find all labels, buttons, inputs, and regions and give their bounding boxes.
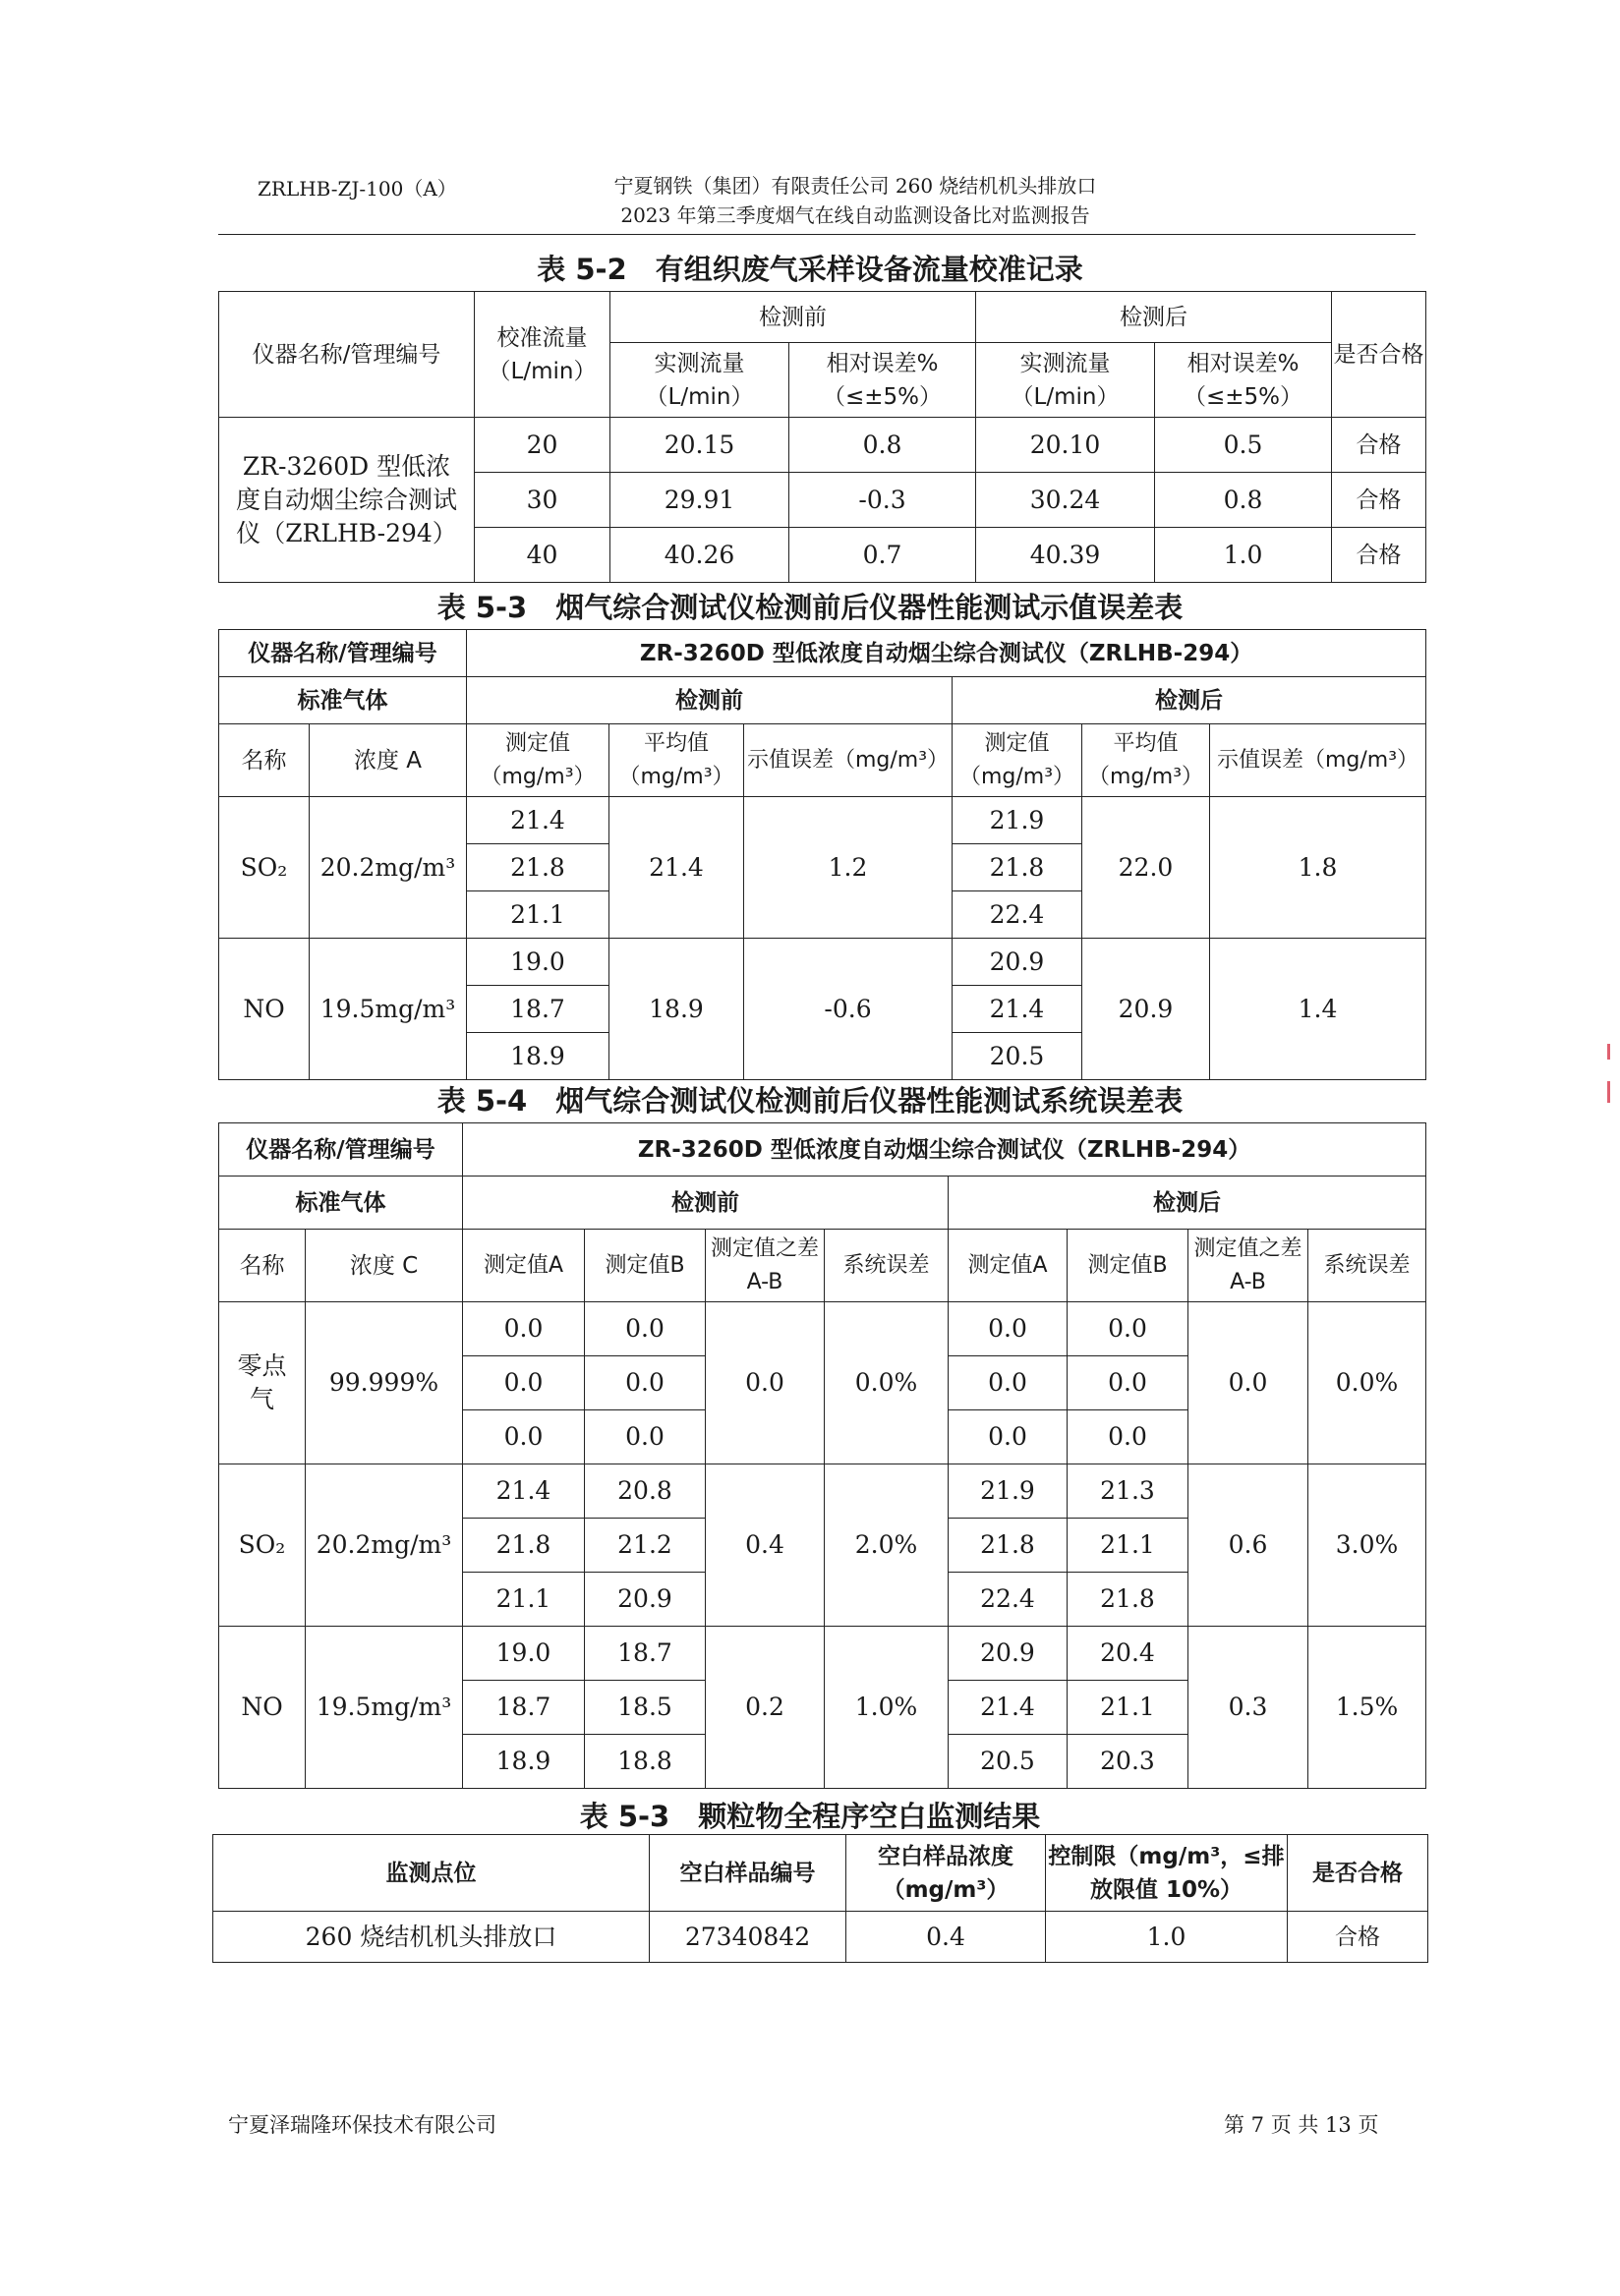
col-sys-before: 系统误差 — [825, 1230, 949, 1302]
col-diff-after: 测定值之差A-B — [1188, 1230, 1308, 1302]
col-measured-after: 测定值（mg/m³） — [953, 724, 1082, 797]
gas-name: SO₂ — [219, 797, 310, 939]
cell: 1.0 — [1155, 528, 1332, 583]
cell: 0.5 — [1155, 418, 1332, 473]
col-conc: 浓度 C — [306, 1230, 463, 1302]
cell: 0.8 — [1155, 473, 1332, 528]
cell: 0.3 — [1188, 1627, 1308, 1789]
col-before: 检测前 — [463, 1177, 949, 1230]
cell: 0.2 — [706, 1627, 825, 1789]
cell: 0.4 — [706, 1464, 825, 1627]
cell: 20.9 — [1082, 939, 1210, 1080]
cell: 18.9 — [609, 939, 744, 1080]
cell: 0.4 — [846, 1912, 1046, 1963]
col-measured-before: 实测流量（L/min） — [610, 343, 789, 418]
doc-title — [550, 171, 1160, 230]
table-5-2-title: 表 5-2 有组织废气采样设备流量校准记录 — [537, 253, 1083, 286]
gas-conc: 20.2mg/m³ — [306, 1464, 463, 1627]
header-rule — [218, 234, 1416, 235]
table-5-3-title: 表 5-3 烟气综合测试仪检测前后仪器性能测试示值误差表 — [436, 591, 1184, 624]
cell: 19.0 — [467, 939, 609, 986]
edge-mark — [1607, 1044, 1610, 1060]
col-instrument: 仪器名称/管理编号 — [219, 1123, 463, 1177]
cell: 40.39 — [976, 528, 1155, 583]
cell: 0.0% — [1308, 1302, 1426, 1464]
cell: 21.1 — [463, 1573, 585, 1627]
cell: 20.9 — [585, 1573, 706, 1627]
col-before: 检测前 — [610, 292, 976, 343]
cell: 3.0% — [1308, 1464, 1426, 1627]
cell: 0.0 — [463, 1302, 585, 1356]
col-diff-before: 测定值之差A-B — [706, 1230, 825, 1302]
cell: 0.0 — [585, 1410, 706, 1464]
cell: 40 — [475, 528, 610, 583]
cell: 21.1 — [467, 891, 609, 939]
cell: 1.4 — [1210, 939, 1426, 1080]
cell: 1.0 — [1046, 1912, 1288, 1963]
col-std-gas: 标准气体 — [219, 1177, 463, 1230]
col-instrument: 仪器名称/管理编号 — [219, 630, 467, 677]
cell: 20.15 — [610, 418, 789, 473]
col-calib-flow: 校准流量（L/min） — [475, 292, 610, 418]
cell: 0.0 — [706, 1302, 825, 1464]
cell: 0.0 — [1068, 1410, 1188, 1464]
col-avg-before: 平均值（mg/m³） — [609, 724, 744, 797]
cell: 0.0 — [1068, 1302, 1188, 1356]
cell: 22.0 — [1082, 797, 1210, 939]
cell: 20.4 — [1068, 1627, 1188, 1681]
table-5-4-title: 表 5-4 烟气综合测试仪检测前后仪器性能测试系统误差表 — [436, 1084, 1184, 1118]
col-limit: 控制限（mg/m³，≤排放限值 10%） — [1046, 1835, 1288, 1912]
table-5-4 — [218, 1122, 1426, 1789]
edge-mark — [1607, 1081, 1610, 1103]
col-name: 名称 — [219, 724, 310, 797]
cell: 40.26 — [610, 528, 789, 583]
cell: 21.9 — [949, 1464, 1068, 1519]
cell: 0.6 — [1188, 1464, 1308, 1627]
cell: 21.8 — [1068, 1573, 1188, 1627]
col-sys-after: 系统误差 — [1308, 1230, 1426, 1302]
cell: 18.5 — [585, 1681, 706, 1735]
instrument-name: ZR-3260D 型低浓度自动烟尘综合测试仪（ZRLHB-294） — [463, 1123, 1426, 1177]
table-blank-title: 表 5-3 颗粒物全程序空白监测结果 — [579, 1800, 1041, 1833]
col-point: 监测点位 — [213, 1835, 650, 1912]
cell: 29.91 — [610, 473, 789, 528]
cell: 21.8 — [949, 1519, 1068, 1573]
cell: 0.0 — [949, 1302, 1068, 1356]
doc-code: ZRLHB-ZJ-100（A） — [258, 177, 457, 201]
gas-name: NO — [219, 939, 310, 1080]
cell: 18.7 — [463, 1681, 585, 1735]
cell: 18.8 — [585, 1735, 706, 1789]
col-measured-before: 测定值（mg/m³） — [467, 724, 609, 797]
footer-company: 宁夏泽瑞隆环保技术有限公司 — [228, 2113, 496, 2137]
cell: 21.4 — [953, 986, 1082, 1033]
cell: 18.7 — [467, 986, 609, 1033]
table-5-2 — [218, 291, 1426, 583]
cell: 19.0 — [463, 1627, 585, 1681]
col-after: 检测后 — [953, 677, 1426, 724]
cell: 260 烧结机机头排放口 — [213, 1912, 650, 1963]
col-err-after: 示值误差（mg/m³） — [1210, 724, 1426, 797]
col-sample: 空白样品编号 — [650, 1835, 846, 1912]
gas-conc: 99.999% — [306, 1302, 463, 1464]
col-b-after: 测定值B — [1068, 1230, 1188, 1302]
col-b-before: 测定值B — [585, 1230, 706, 1302]
cell: 0.0 — [1188, 1302, 1308, 1464]
col-std-gas: 标准气体 — [219, 677, 467, 724]
gas-conc: 19.5mg/m³ — [310, 939, 467, 1080]
cell: 21.8 — [467, 844, 609, 891]
col-measured-after: 实测流量（L/min） — [976, 343, 1155, 418]
cell: 21.1 — [1068, 1519, 1188, 1573]
col-pass: 是否合格 — [1288, 1835, 1428, 1912]
instrument-name: ZR-3260D 型低浓度自动烟尘综合测试仪（ZRLHB-294） — [219, 418, 475, 583]
cell: 合格 — [1288, 1912, 1428, 1963]
cell: 0.0 — [949, 1356, 1068, 1410]
col-error-before: 相对误差%（≤±5%） — [789, 343, 976, 418]
col-instrument: 仪器名称/管理编号 — [219, 292, 475, 418]
cell: 21.1 — [1068, 1681, 1188, 1735]
cell: 0.0 — [949, 1410, 1068, 1464]
cell: 20.3 — [1068, 1735, 1188, 1789]
cell: 21.9 — [953, 797, 1082, 844]
cell: 30 — [475, 473, 610, 528]
gas-name: NO — [219, 1627, 306, 1789]
cell: 21.4 — [609, 797, 744, 939]
col-a-before: 测定值A — [463, 1230, 585, 1302]
cell: 0.0 — [585, 1356, 706, 1410]
doc-title-line2: 2023 年第三季度烟气在线自动监测设备比对监测报告 — [620, 203, 1090, 227]
cell: 18.9 — [467, 1033, 609, 1080]
cell: 1.2 — [744, 797, 953, 939]
cell: 20.10 — [976, 418, 1155, 473]
col-name: 名称 — [219, 1230, 306, 1302]
gas-name: SO₂ — [219, 1464, 306, 1627]
col-conc: 浓度 A — [310, 724, 467, 797]
gas-conc: 20.2mg/m³ — [310, 797, 467, 939]
col-after: 检测后 — [949, 1177, 1426, 1230]
cell: 21.8 — [953, 844, 1082, 891]
cell: 合格 — [1332, 528, 1426, 583]
cell: 22.4 — [949, 1573, 1068, 1627]
doc-title-line1: 宁夏钢铁（集团）有限责任公司 260 烧结机机头排放口 — [613, 174, 1097, 198]
cell: 20.8 — [585, 1464, 706, 1519]
cell: 27340842 — [650, 1912, 846, 1963]
cell: 20 — [475, 418, 610, 473]
table-5-3 — [218, 629, 1426, 1080]
gas-conc: 19.5mg/m³ — [306, 1627, 463, 1789]
cell: 20.5 — [949, 1735, 1068, 1789]
cell: 20.5 — [953, 1033, 1082, 1080]
cell: 合格 — [1332, 473, 1426, 528]
footer-page: 第 7 页 共 13 页 — [1224, 2113, 1379, 2137]
col-conc: 空白样品浓度（mg/m³） — [846, 1835, 1046, 1912]
cell: 18.7 — [585, 1627, 706, 1681]
cell: 0.0% — [825, 1302, 949, 1464]
col-error-after: 相对误差%（≤±5%） — [1155, 343, 1332, 418]
cell: 0.0 — [1068, 1356, 1188, 1410]
cell: 18.9 — [463, 1735, 585, 1789]
cell: 合格 — [1332, 418, 1426, 473]
cell: -0.6 — [744, 939, 953, 1080]
cell: 1.0% — [825, 1627, 949, 1789]
col-err-before: 示值误差（mg/m³） — [744, 724, 953, 797]
cell: 0.0 — [463, 1356, 585, 1410]
cell: 0.7 — [789, 528, 976, 583]
cell: -0.3 — [789, 473, 976, 528]
cell: 21.4 — [949, 1681, 1068, 1735]
col-before: 检测前 — [467, 677, 953, 724]
cell: 21.2 — [585, 1519, 706, 1573]
cell: 2.0% — [825, 1464, 949, 1627]
gas-name: 零点气 — [219, 1302, 306, 1464]
col-pass: 是否合格 — [1332, 292, 1426, 418]
cell: 1.5% — [1308, 1627, 1426, 1789]
cell: 0.0 — [463, 1410, 585, 1464]
cell: 0.8 — [789, 418, 976, 473]
cell: 20.9 — [953, 939, 1082, 986]
cell: 0.0 — [585, 1302, 706, 1356]
cell: 21.3 — [1068, 1464, 1188, 1519]
col-a-after: 测定值A — [949, 1230, 1068, 1302]
col-after: 检测后 — [976, 292, 1332, 343]
table-blank — [212, 1834, 1428, 1963]
cell: 1.8 — [1210, 797, 1426, 939]
cell: 21.4 — [463, 1464, 585, 1519]
cell: 21.4 — [467, 797, 609, 844]
cell: 20.9 — [949, 1627, 1068, 1681]
col-avg-after: 平均值（mg/m³） — [1082, 724, 1210, 797]
cell: 30.24 — [976, 473, 1155, 528]
instrument-name: ZR-3260D 型低浓度自动烟尘综合测试仪（ZRLHB-294） — [467, 630, 1426, 677]
cell: 22.4 — [953, 891, 1082, 939]
cell: 21.8 — [463, 1519, 585, 1573]
